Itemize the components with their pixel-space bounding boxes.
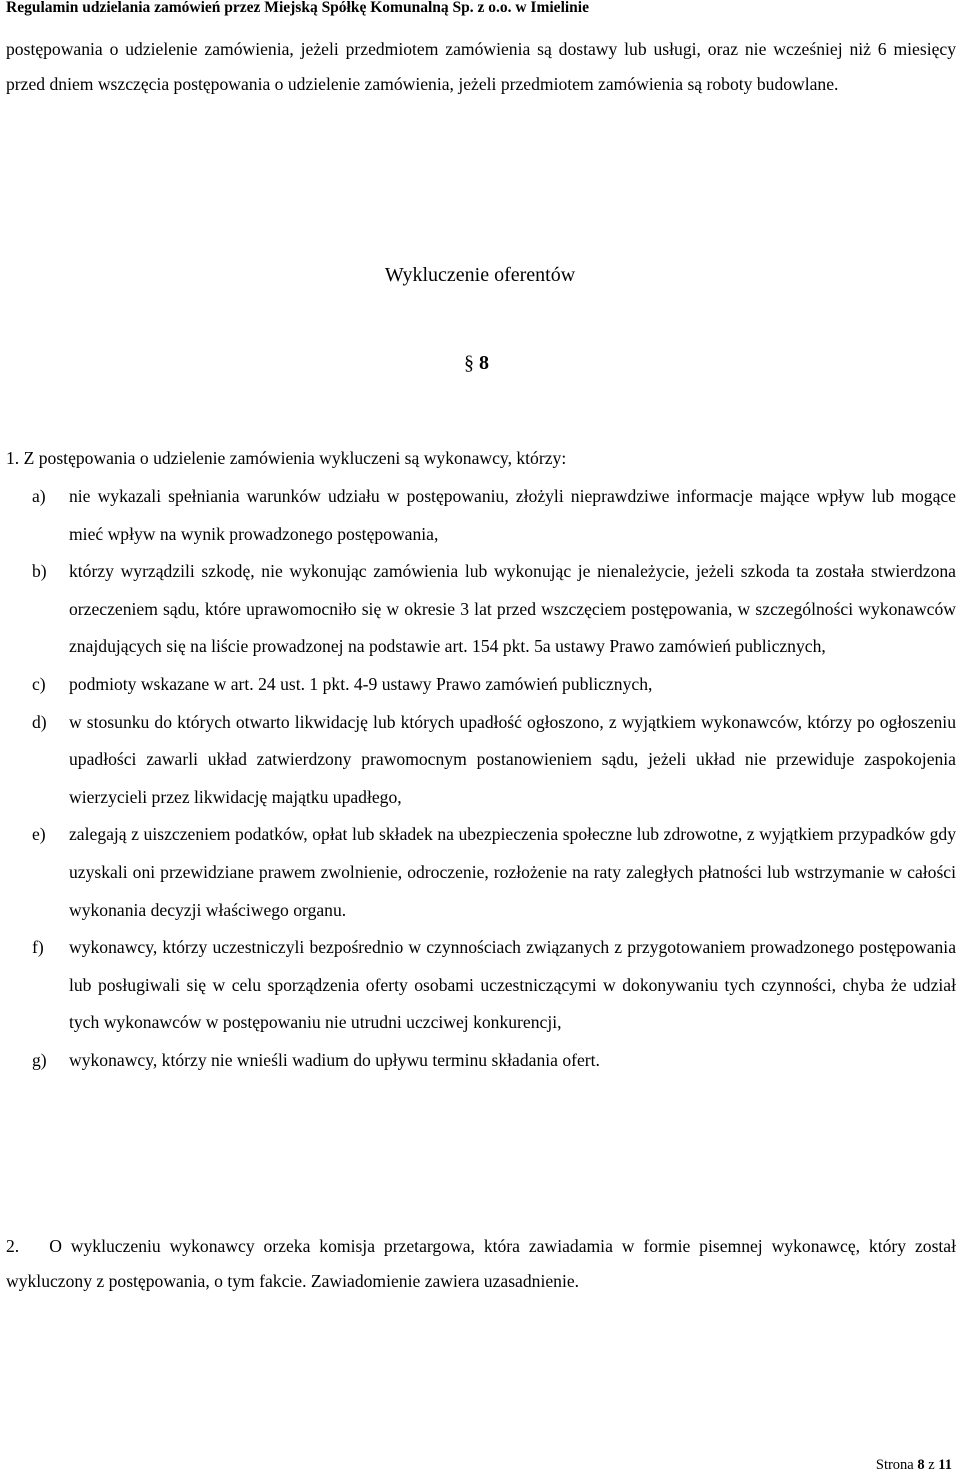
list-item-text: nie wykazali spełniania warunków udziału w postępowaniu, złożyli nieprawdziwe informacje mające wpływ lub mogące mieć wpływ na wynik prowadzonego postępowania, bbox=[69, 486, 956, 544]
running-header: Regulamin udzielania zamówień przez Miejską Spółkę Komunalną Sp. z o.o. w Imielinie bbox=[6, 0, 589, 16]
list-item bbox=[32, 666, 956, 704]
list-item-letter: c) bbox=[32, 673, 46, 694]
point-1-lead: 1. Z postępowania o udzielenie zamówienia wykluczeni są wykonawcy, którzy: bbox=[6, 448, 567, 468]
list-item-letter: b) bbox=[32, 561, 47, 582]
page-footer bbox=[876, 1457, 952, 1474]
page-label: Strona bbox=[875, 1457, 914, 1473]
list-item bbox=[32, 553, 956, 666]
current-page: 8 bbox=[917, 1457, 925, 1473]
list-item-text: podmioty wskazane w art. 24 ust. 1 pkt. 4-9 ustawy Prawo zamówień publicznych, bbox=[69, 673, 653, 694]
list-item bbox=[32, 704, 956, 817]
intro-paragraph: postępowania o udzielenie zamówienia, jeżeli przedmiotem zamówienia są dostawy lub usługi, oraz nie wcześniej niż 6 miesięcy przed dniem wszczęcia postępowania o udzielenie zamówienia, jeżeli przedmiotem zamówienia są roboty budowlane. bbox=[6, 39, 956, 94]
list-item bbox=[32, 1042, 956, 1080]
total-pages: 11 bbox=[938, 1457, 952, 1473]
list-item bbox=[32, 478, 956, 553]
list-item-text: wykonawcy, którzy uczestniczyli bezpośrednio w czynnościach związanych z przygotowaniem prowadzonego postępowania lub posługiwali się w celu sporządzenia oferty osobami uczestniczącymi w dokonywaniu tych czynności, chyba że udział tych wykonawców w postępowaniu nie utrudni uczciwej konkurencji, bbox=[69, 937, 956, 1033]
list-item bbox=[32, 816, 956, 929]
list-item-text: zalegają z uiszczeniem podatków, opłat lub składek na ubezpieczenia społeczne lub zdrowotne, z wyjątkiem przypadków gdy uzyskali oni przewidziane prawem zwolnienie, odroczenie, rozłożenie na raty zaległych płatności lub wstrzymanie w całości wykonania decyzji właściwego organu. bbox=[69, 824, 956, 920]
exclusion-list bbox=[32, 478, 956, 1080]
list-item-text: wykonawcy, którzy nie wnieśli wadium do upływu terminu składania ofert. bbox=[69, 1049, 600, 1070]
section-title: Wykluczenie oferentów bbox=[384, 264, 576, 286]
list-item-letter: d) bbox=[32, 711, 47, 732]
list-item-text: w stosunku do których otwarto likwidację lub których upadłość ogłoszono, z wyjątkiem wykonawców, którzy po ogłoszeniu upadłości zawarli układ zatwierdzony prawomocnym postanowieniem sądu, jeżeli układ nie przewiduje zaspokojenia wierzycieli przez likwidację majątku upadłego, bbox=[69, 711, 956, 807]
list-item-letter: a) bbox=[32, 486, 46, 506]
section-symbol: § bbox=[464, 352, 474, 374]
list-item-text: którzy wyrządzili szkodę, nie wykonując zamówienia lub wykonując je nienależycie, jeżeli szkoda ta została stwierdzona orzeczeniem sądu, które uprawomocniło się w okresie 3 lat przed wszczęciem postępowania, w szczególności wykonawców znajdujących się na liście prowadzonej na podstawie art. 154 pkt. 5a ustawy Prawo zamówień publicznych, bbox=[69, 561, 956, 657]
list-item-letter: f) bbox=[32, 937, 44, 958]
section-number-value: 8 bbox=[479, 352, 489, 374]
list-item-letter: e) bbox=[32, 824, 46, 845]
point-2-text: O wykluczeniu wykonawcy orzeka komisja przetargowa, która zawiadamia w formie pisemnej wykonawcę, który został wykluczony z postępowania, o tym fakcie. Zawiadomienie zawiera uzasadnienie. bbox=[6, 1236, 956, 1291]
list-item-letter: g) bbox=[32, 1049, 47, 1070]
point-2-number: 2. bbox=[6, 1236, 20, 1256]
page-separator: z bbox=[928, 1457, 935, 1473]
point-2-paragraph bbox=[6, 1229, 956, 1298]
list-item bbox=[32, 929, 956, 1042]
section-number bbox=[464, 352, 489, 375]
